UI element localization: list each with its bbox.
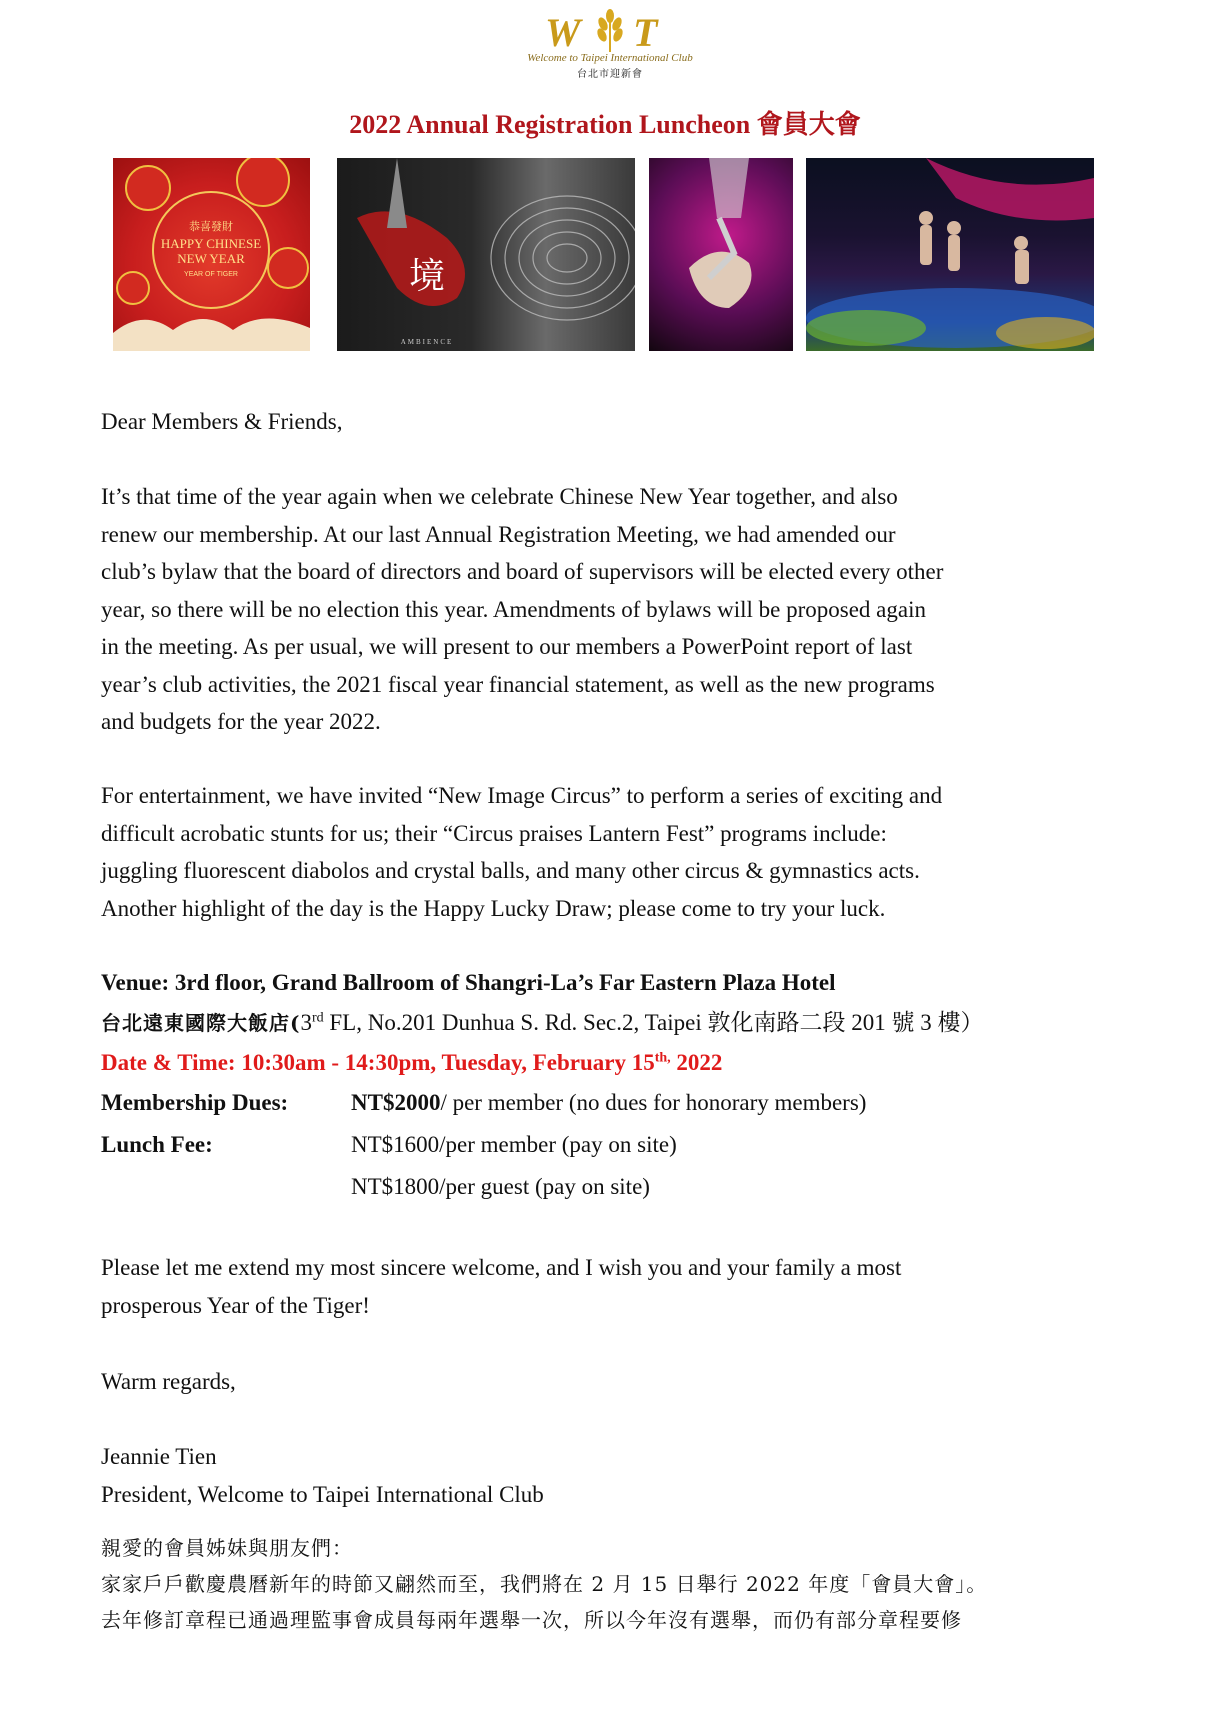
dues-amount: NT$2000 (351, 1090, 441, 1115)
signature-block (101, 1438, 1121, 1513)
paragraph-intro (101, 478, 1121, 741)
logo-chinese-name: 台北市迎新會 (577, 69, 643, 80)
para2-line: difficult acrobatic stunts for us; their “Circus praises Lantern Fest” programs include: (101, 820, 887, 846)
svg-text:T: T (633, 10, 658, 54)
lunch-member-fee: NT$1600/per member (pay on site) (351, 1132, 677, 1157)
regards (101, 1363, 1121, 1401)
para1-line: year’s club activities, the 2021 fiscal year financial statement, as well as the new programs (101, 671, 935, 697)
signer-title: President, Welcome to Taipei International Club (101, 1481, 544, 1507)
dues-value (351, 1083, 866, 1123)
para1-line: club’s bylaw that the board of directors and board of supervisors will be elected every other (101, 559, 944, 584)
lunch-guest-fee: NT$1800/per guest (pay on site) (351, 1174, 650, 1199)
venue-line: Venue: 3rd floor, Grand Ballroom of Shangri-La’s Far Eastern Plaza Hotel (101, 970, 836, 995)
cn-line: 去年修訂章程已通過理監事會成員每兩年選舉一次，所以今年沒有選舉，而仍有部分章程要修 (101, 1608, 962, 1632)
greeting (101, 403, 1121, 441)
venue-floor-suffix: rd (311, 1010, 324, 1026)
closing-line: prosperous Year of the Tiger! (101, 1292, 370, 1318)
event-details (101, 963, 1121, 1209)
cn-line: 家家戶戶歡慶農曆新年的時節又翩然而至，我們將在 2 月 15 日舉行 2022 年度「會員大會」。 (101, 1572, 988, 1596)
signer-name: Jeannie Tien (101, 1444, 217, 1469)
ambience-caption: AMBIENCE (400, 338, 454, 346)
circus-performers-image (806, 158, 1094, 351)
date-year: 2022 (670, 1050, 723, 1075)
regards-text: Warm regards, (101, 1369, 236, 1394)
cn-greeting: 親愛的會員姊妹與朋友們： (101, 1536, 353, 1560)
venue-address: FL, No.201 Dunhua S. Rd. Sec.2, Taipei 敦化南路二段 201 號 3 樓） (323, 1010, 984, 1035)
para2-line: Another highlight of the day is the Happy Lucky Draw; please come to try your luck. (101, 895, 886, 921)
club-logo (490, 6, 730, 88)
closing-paragraph (101, 1249, 1121, 1324)
cny-line4: YEAR OF TIGER (184, 271, 238, 278)
logo-tagline: Welcome to Taipei International Club (527, 52, 693, 64)
para1-line: in the meeting. As per usual, we will present to our members a PowerPoint report of last (101, 634, 913, 659)
venue-cn-name: 台北遠東國際大飯店( (101, 1011, 301, 1035)
lunch-guest-row (101, 1167, 1121, 1209)
para2-line: juggling fluorescent diabolos and crystal balls, and many other circus & gymnastics acts. (101, 858, 920, 883)
venue-floor: 3 (300, 1010, 312, 1035)
cny-line2: HAPPY CHINESE (160, 236, 262, 251)
lunch-fee-row (101, 1125, 1121, 1167)
date-time-text: Date & Time: 10:30am - 14:30pm, Tuesday, February 15 (101, 1050, 655, 1075)
cny-line3: NEW YEAR (177, 251, 245, 266)
ambience-glyph: 境 (408, 256, 446, 297)
ambience-poster-image (337, 158, 635, 351)
greeting-text: Dear Members & Friends, (101, 409, 343, 434)
wheat-logo-icon (535, 6, 685, 54)
closing-line: Please let me extend my most sincere welcome, and I wish you and your family a most (101, 1255, 902, 1280)
paragraph-entertainment (101, 777, 1121, 927)
date-suffix: th, (654, 1050, 671, 1066)
cny-blessing-text: 恭喜發財 (189, 220, 233, 233)
para2-line: For entertainment, we have invited “New Image Circus” to perform a series of exciting and (101, 783, 943, 808)
page-title: 2022 Annual Registration Luncheon 會員大會 (349, 110, 861, 139)
dues-label: Membership Dues: (101, 1090, 289, 1115)
para1-line: and budgets for the year 2022. (101, 709, 381, 734)
lunch-label: Lunch Fee: (101, 1132, 213, 1157)
para1-line: It’s that time of the year again when we celebrate Chinese New Year together, and also (101, 484, 898, 509)
svg-text:W: W (545, 10, 581, 54)
cny-tiger-image (113, 158, 310, 351)
date-time-line (101, 1043, 1121, 1083)
venue-address-line (101, 1003, 1121, 1043)
dues-detail: / per member (no dues for honorary members) (440, 1090, 867, 1115)
para1-line: year, so there will be no election this year. Amendments of bylaws will be proposed again (101, 596, 926, 622)
membership-dues-row (101, 1083, 1121, 1125)
chinese-letter (101, 1530, 1121, 1638)
para1-line: renew our membership. At our last Annual Registration Meeting, we had amended our (101, 521, 896, 547)
acrobat-net-image (649, 158, 793, 351)
